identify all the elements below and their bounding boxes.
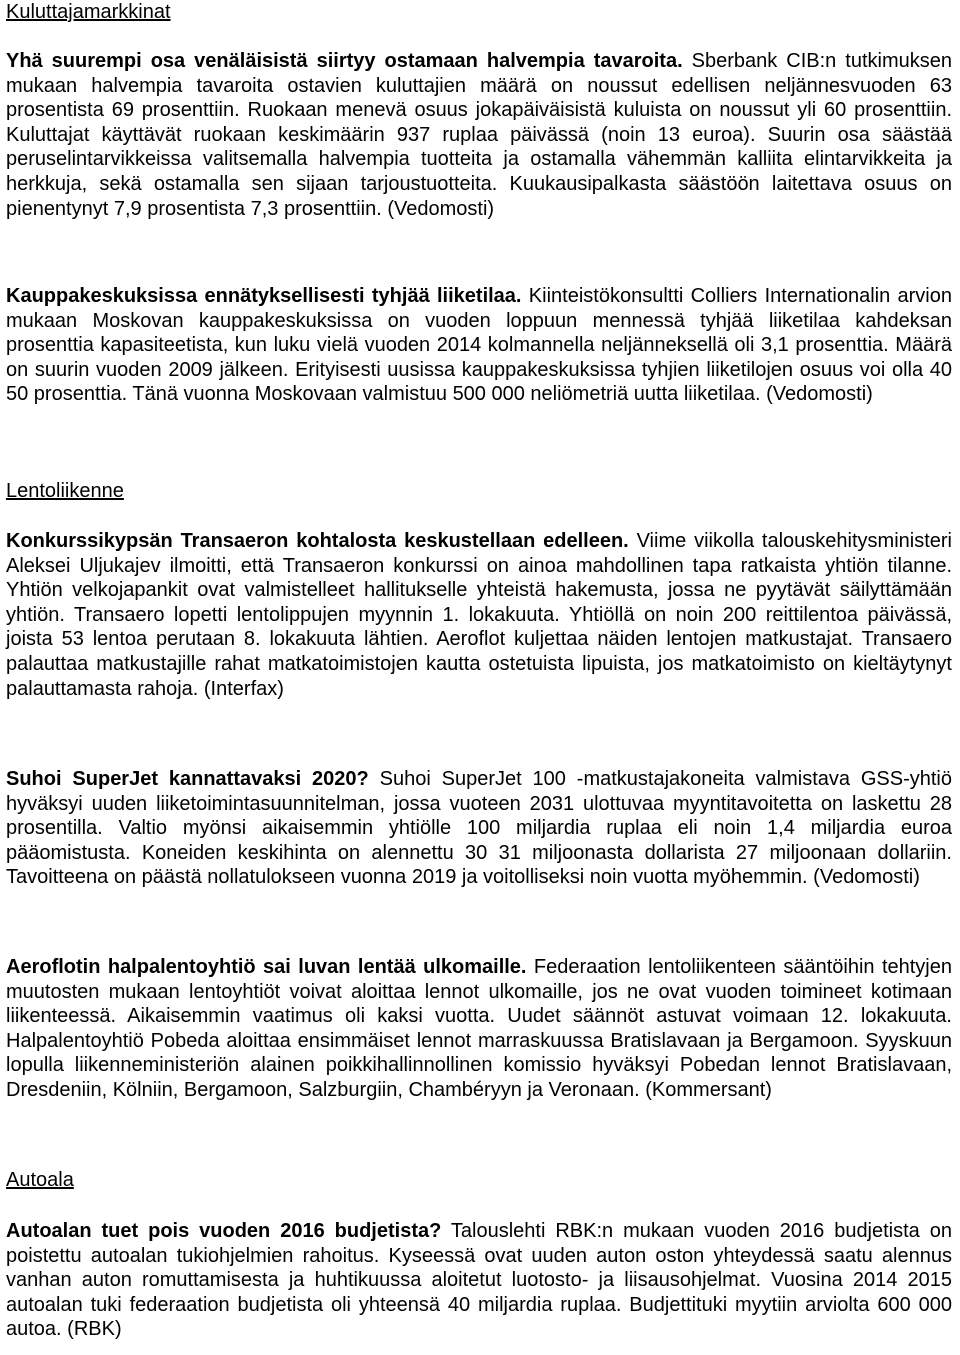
article <box>6 529 952 701</box>
article-paragraph <box>6 529 952 701</box>
section-heading: Lentoliikenne <box>6 480 124 502</box>
article <box>6 49 952 221</box>
article-lead: Yhä suurempi osa venäläisistä siirtyy ostamaan halvempia tavaroita. <box>6 50 683 72</box>
article-body: Federaation lentoliikenteen sääntöihin tehtyjen muutosten mukaan lentoyhtiöt voivat aloittaa lennot ulkomaille, jos ne ovat vuoden toimineet kotimaan liikenteessä. Aikaisemmin vaatimus oli kaksi vuotta. Uudet säännöt astuvat voimaan 12. lokakuuta. Halpalentoyhtiö Pobeda aloittaa ensimmäiset lennot marraskuussa Bratislavaan ja Bergamoon. Syyskuun lopulla liikenneministeriön alainen poikkihallinnollinen komissio hyväksyi Pobedan lennot Bratislavaan, Dresdeniin, Kölniin, Bergamoon, Salzburgiin, Chambéryyn ja Veronaan. (Kommersant) <box>6 956 952 1101</box>
article-lead: Autoalan tuet pois vuoden 2016 budjetista? <box>6 1220 442 1242</box>
article-paragraph <box>6 767 952 890</box>
article <box>6 767 952 890</box>
article <box>6 284 952 407</box>
article-paragraph <box>6 49 952 221</box>
article-paragraph <box>6 284 952 407</box>
article-lead: Konkurssikypsän Transaeron kohtalosta keskustellaan edelleen. <box>6 530 629 552</box>
article-paragraph <box>6 1219 952 1342</box>
article-paragraph <box>6 955 952 1103</box>
article-lead: Aeroflotin halpalentoyhtiö sai luvan lentää ulkomaille. <box>6 956 527 978</box>
section-consumer-markets <box>6 0 952 24</box>
section-heading: Autoala <box>6 1169 74 1191</box>
article-body: Suhoi SuperJet 100 -matkustajakoneita valmistava GSS-yhtiö hyväksyi uuden liiketoimintasuunnitelman, jossa vuoteen 2031 ulottuvaa myyntitavoitetta on laskettu 28 prosentilla. Valtio myönsi aikaisemmin yhtiölle 100 miljardia ruplaa eli noin 1,4 miljardia euroa pääomistusta. Koneiden keskihinta on alennettu 30 31 miljoonasta dollarista 27 miljoonaan dollariin. Tavoitteena on päästä nollatulokseen vuonna 2019 ja voitolliseksi noin vuotta myöhemmin. (Vedomosti) <box>6 768 953 889</box>
article-body: Kiinteistökonsultti Colliers Internationalin arvion mukaan Moskovan kauppakeskuksissa on vuoden loppuun mennessä tyhjää liiketilaa kahdeksan prosenttia kapasiteetista, kun luku vielä vuoden 2014 kolmannella neljänneksellä oli 3,1 prosenttia. Määrä on suurin vuoden 2009 jälkeen. Erityisesti uusissa kauppakeskuksissa tyhjien liiketilojen osuus voi olla 40 50 prosenttia. Tänä vuonna Moskovaan valmistuu 500 000 neliömetriä uutta liiketilaa. (Vedomosti) <box>6 285 953 406</box>
section-heading: Kuluttajamarkkinat <box>6 1 171 23</box>
section-air-traffic <box>6 479 952 503</box>
article-body: Sberbank CIB:n tutkimuksen mukaan halvempia tavaroita ostavien kuluttajien määrä on noussut edellisen neljännesvuoden 63 prosentista 69 prosenttiin. Ruokaan menevä osuus jokapäiväisistä kuluista on noussut yli 60 prosenttiin. Kuluttajat käyttävät ruokaan keskimäärin 937 ruplaa päivässä (noin 13 euroa). Suurin osa säästää peruselintarvikkeissa valitsemalla halvempia tuotteita ja ostamalla vähemmän kalliita elintarvikkeita ja herkkuja, sekä ostamalla sen sijaan tarjoustuotteita. Kuukausipalkasta säästöön laitettava osuus on pienentynyt 7,9 prosentista 7,3 prosenttiin. (Vedomosti) <box>6 50 952 220</box>
article-body: Talouslehti RBK:n mukaan vuoden 2016 budjetista on poistettu autoalan tukiohjelmien rahoitus. Kyseessä ovat uuden auton oston yhteydessä saatu alennus vanhan auton romuttamisesta ja huhtikuussa aloitetut luotosto- ja liisausohjelmat. Vuosina 2014 2015 autoalan tuki federaation budjetista oli yhteensä 40 miljardia ruplaa. Budjettituki myytiin arviolta 600 000 autoa. (RBK) <box>6 1220 952 1341</box>
section-automotive <box>6 1168 952 1192</box>
article-lead: Kauppakeskuksissa ennätyksellisesti tyhjää liiketilaa. <box>6 285 522 307</box>
article-lead: Suhoi SuperJet kannattavaksi 2020? <box>6 768 369 790</box>
article <box>6 1219 952 1342</box>
article <box>6 955 952 1103</box>
article-body: Viime viikolla talouskehitysministeri Aleksei Uljukajev ilmoitti, että Transaeron konkurssi on ainoa mahdollinen tapa ratkaista yhtiön tilanne. Yhtiön velkojapankit ovat valmistelleet hallitukselle yhteistä hakemusta, jossa ne pyytävät säilyttämään yhtiön. Transaero lopetti lentolippujen myynnin 1. lokakuuta. Yhtiöllä on noin 200 reittilentoa päivässä, joista 53 lentoa perutaan 8. lokakuuta lähtien. Aeroflot kuljettaa näiden lentojen matkustajat. Transaero palauttaa matkustajille rahat matkatoimistojen kautta ostetuista lipuista, jos matkatoimisto on kieltäytynyt palauttamasta rahoja. (Interfax) <box>6 530 952 700</box>
